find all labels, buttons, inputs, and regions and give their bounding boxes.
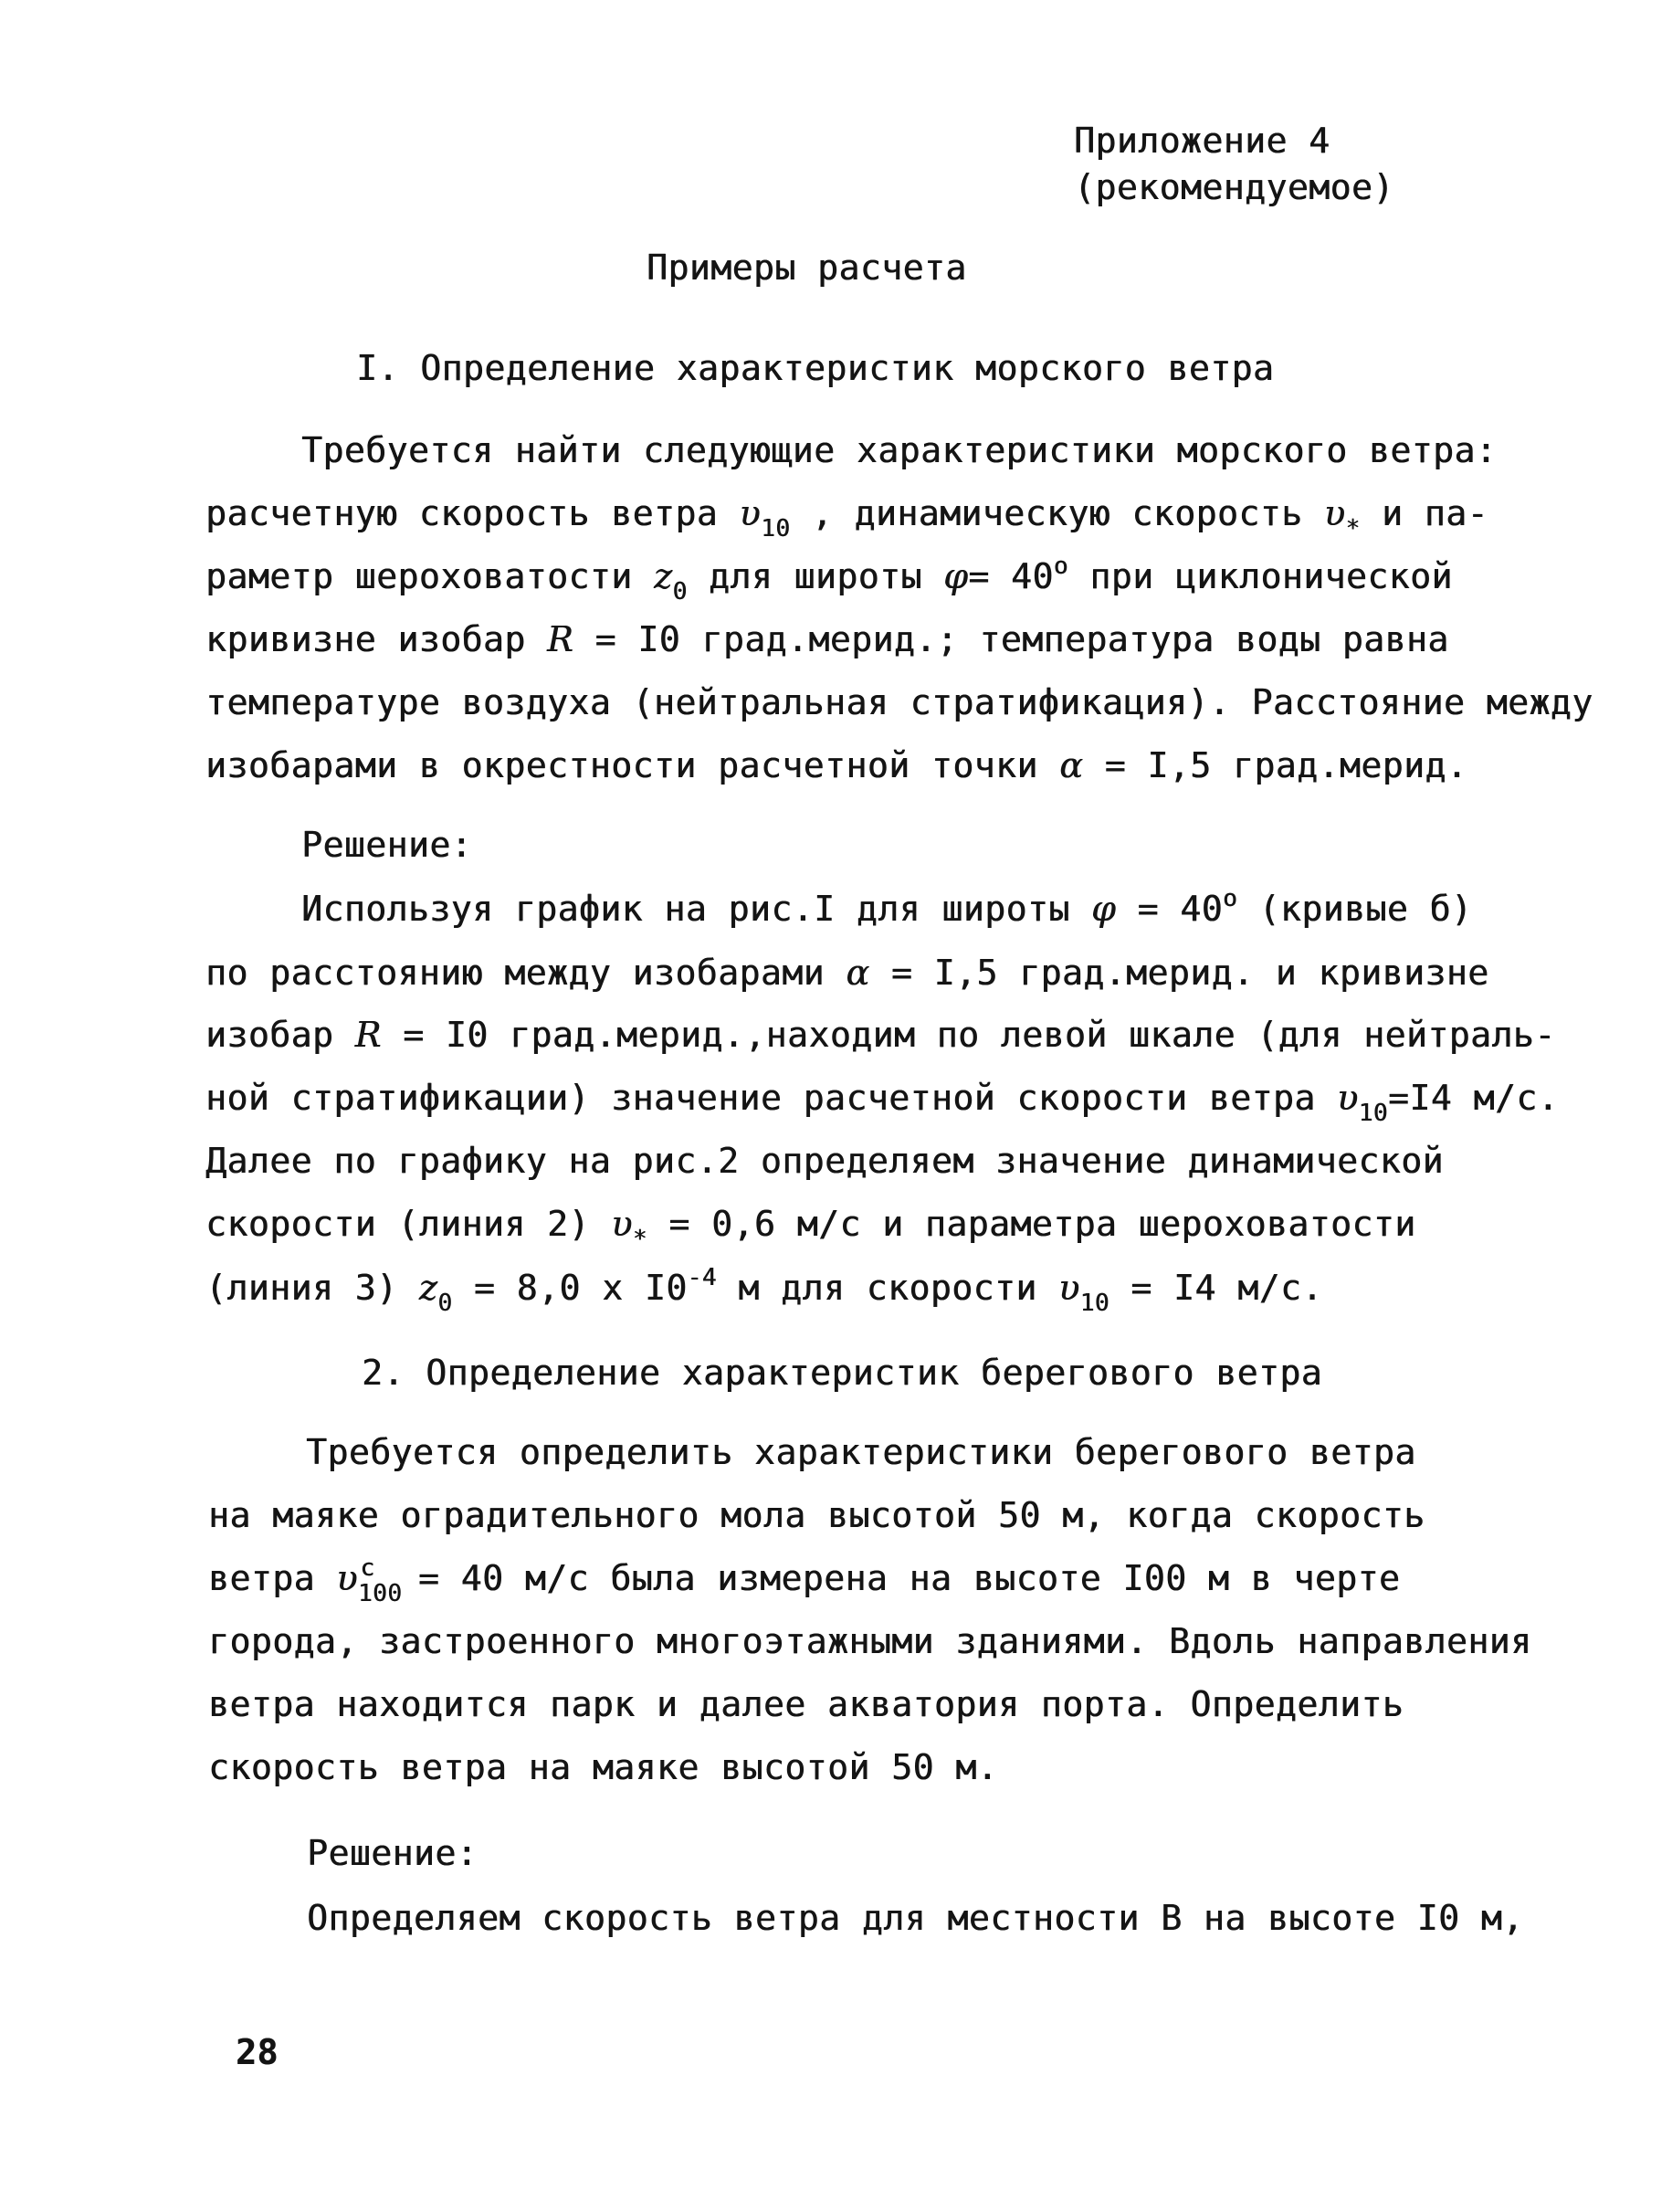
symbol-phi: φ bbox=[1090, 889, 1117, 929]
symbol-v: υ bbox=[1337, 1078, 1359, 1118]
s1-task-line-5: температуре воздуха (нейтральная стратификация). Расстояние между bbox=[205, 682, 1593, 722]
symbol-z: z bbox=[653, 556, 673, 596]
symbol-alpha: α bbox=[1059, 745, 1084, 785]
symbol-v: υ bbox=[739, 493, 762, 533]
page-title: Примеры расчета bbox=[647, 248, 967, 288]
s2-task-line-6: скорость ветра на маяке высотой 50 м. bbox=[208, 1747, 998, 1787]
s1-task-line-3: раметр шероховатости $z_0$ для широты $\varphi= 40^o$ при циклонической bbox=[205, 553, 1453, 606]
s2-task-line-4: города, застроенного многоэтажными зданиями. Вдоль направления bbox=[208, 1621, 1532, 1661]
s1-solution-line-2: по расстоянию между изобарами α = I,5 град.мерид. и кривизне bbox=[205, 953, 1489, 993]
symbol-v: υ bbox=[611, 1204, 633, 1244]
s1-task-line-6: изобарами в окрестности расчетной точки α = I,5 град.мерид. bbox=[205, 745, 1468, 785]
s2-solution-label: Решение: bbox=[307, 1833, 478, 1873]
s1-task-line-2: расчетную скорость ветра $\upsilon_{10}$ , динамическую скорость $\upsilon_*$ и па- bbox=[205, 493, 1488, 542]
symbol-z: z bbox=[418, 1268, 438, 1308]
symbol-phi: φ bbox=[943, 556, 969, 596]
s2-task-line-1: Требуется определить характеристики берегового ветра bbox=[306, 1432, 1416, 1472]
s1-solution-line-4: ной стратификации) значение расчетной скорости ветра $\upsilon_{10}=I4$ м/с. bbox=[205, 1078, 1559, 1127]
s1-solution-label: Решение: bbox=[301, 825, 473, 865]
s2-task-line-5: ветра находится парк и далее акватория порта. Определить bbox=[208, 1684, 1404, 1724]
symbol-v: υ bbox=[336, 1558, 358, 1598]
s1-solution-line-6: скорости (линия 2) $\upsilon_* = 0,6$ м/с и параметра шероховатости bbox=[205, 1204, 1416, 1253]
symbol-v: υ bbox=[1058, 1268, 1080, 1308]
section-2-heading: 2. Определение характеристик берегового ветра bbox=[362, 1353, 1323, 1393]
s1-task-line-1: Требуется найти следующие характеристики морского ветра: bbox=[301, 430, 1498, 470]
symbol-v: υ bbox=[1323, 493, 1346, 533]
s1-solution-line-3: изобар R = I0 град.мерид.,находим по левой шкале (для нейтраль- bbox=[205, 1015, 1556, 1055]
s2-solution-line-1: Определяем скорость ветра для местности B на высоте I0 м, bbox=[307, 1898, 1524, 1938]
symbol-R: R bbox=[547, 619, 574, 659]
section-1-heading: I. Определение характеристик морского ветра bbox=[356, 348, 1275, 388]
symbol-alpha: α bbox=[846, 953, 870, 993]
s2-task-line-3: ветра $\upsilon_{100}^c = 40$ м/с была измерена на высоте I00 м в черте bbox=[208, 1554, 1401, 1607]
appendix-note: (рекомендуемое) bbox=[1074, 167, 1394, 207]
s1-solution-line-1: Используя график на рис.I для широты $\varphi = 40^o$ (кривые б) bbox=[301, 885, 1473, 929]
s1-solution-line-7: (линия 3) $z_0 = 8,0$ x $I0^{-4}$ м для скорости $\upsilon_{10} = I4$ м/с. bbox=[205, 1264, 1323, 1317]
s1-task-line-4: кривизне изобар R = I0 град.мерид.; температура воды равна bbox=[205, 619, 1449, 659]
symbol-R: R bbox=[354, 1015, 382, 1055]
s1-solution-line-5: Далее по графику на рис.2 определяем значение динамической bbox=[205, 1141, 1444, 1181]
page-number: 28 bbox=[236, 2032, 279, 2072]
s2-task-line-2: на маяке оградительного мола высотой 50 м, когда скорость bbox=[208, 1495, 1425, 1535]
appendix-label: Приложение 4 bbox=[1074, 121, 1330, 161]
